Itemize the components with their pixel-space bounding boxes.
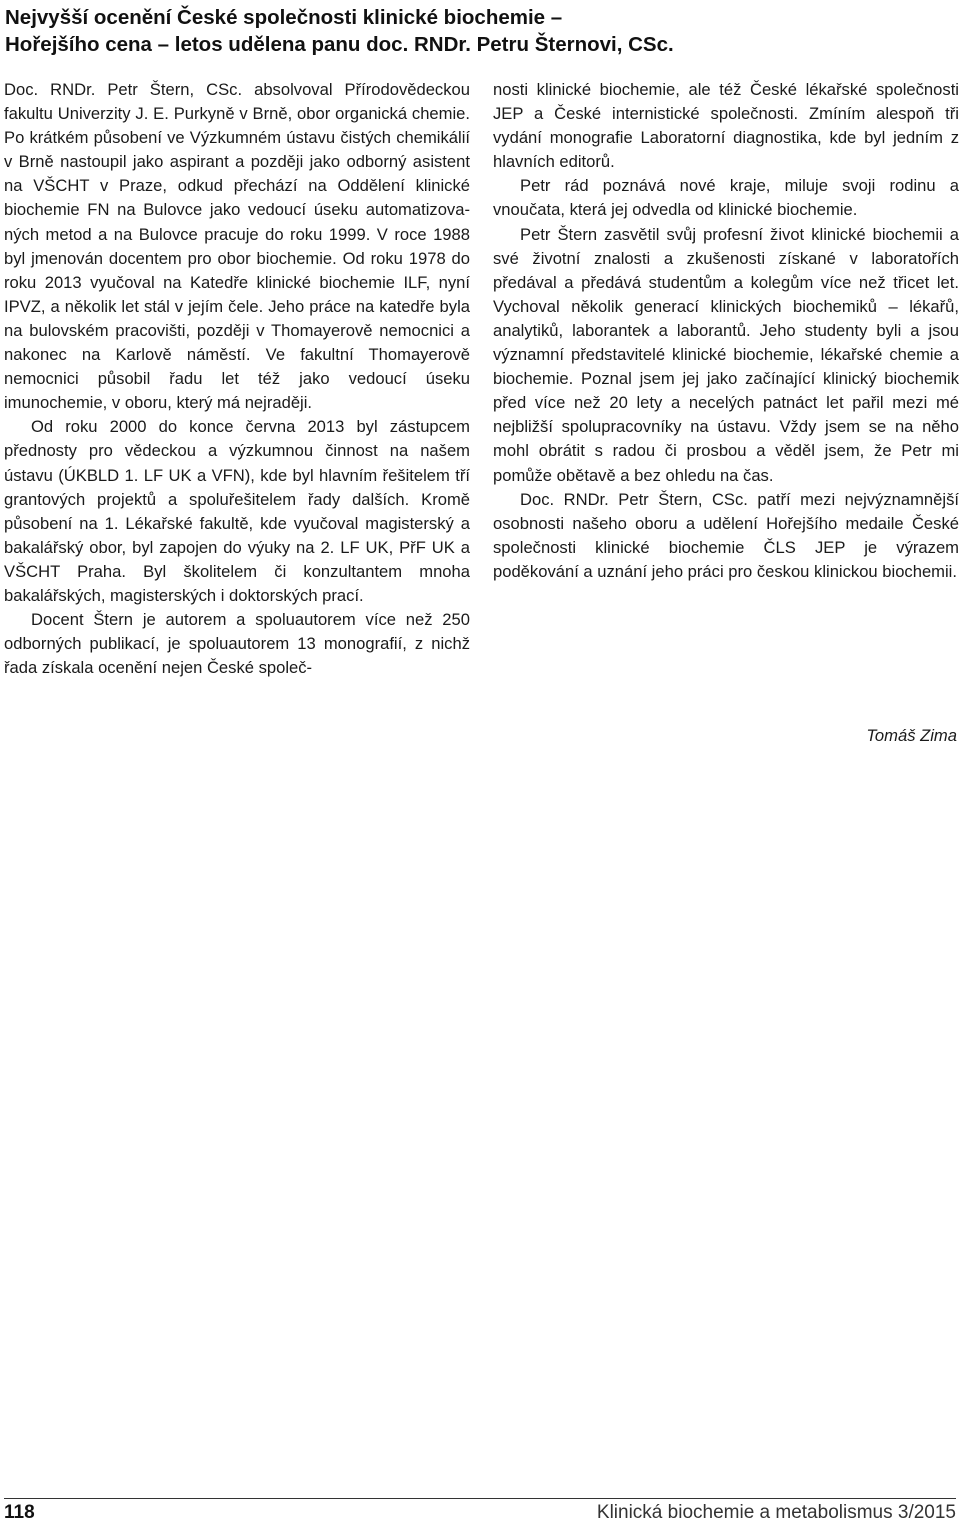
footer-divider — [4, 1498, 956, 1499]
paragraph-publications-continued: nosti klinické biochemie, ale též České lékařské společnosti JEP a České internistické společnosti. Zmíním alespoň tři vydání monografie Laboratorní diagnostika, kde byl jedním z hlavních editorů. — [493, 80, 959, 172]
paragraph-teaching: Petr Štern zasvětil svůj profesní život klinické biochemii a své životní znalosti a zkušenosti získané v laboratořích předával a předává studentům a kolegům více než třicet let. Vychoval několik generací klinických biochemiků – lékařů, analytiků, laborantek a laborantů. Jeho studenty byli a jsou významní představitelé klinické biochemie, lékařské chemie a biochemie. Poznal jsem jej jako začínající klinický biochemik před více než 20 lety a necelých patnáct let pařil mezi mé nejbližší spolupracovníky na ústavu. Vždy jsem se na něho mohl obrátit s radou či prosbou a věděl jsem, že Petr mi pomůže obětavě a bez ohledu na čas. — [493, 224, 959, 485]
paragraph-family: Petr rád poznává nové kraje, miluje svoji rodinu a vnoučata, která jej odvedla od klinické biochemie. — [493, 176, 959, 220]
page-number: 118 — [4, 1502, 35, 1523]
paragraph-award: Doc. RNDr. Petr Štern, CSc. patří mezi nejvýznamnější osobnosti našeho oboru a udělení Hořejšího medaile České společnosti klinické biochemie ČLS JEP je výrazem poděkování a uznání jeho práci pro českou klinickou biochemii. — [493, 489, 959, 581]
paragraph-publications: Docent Štern je autorem a spoluautorem více než 250 odborných publikací, je spoluautorem 13 monografií, z nichž řada získala ocenění nejen České společ- — [4, 610, 470, 678]
paragraph-career: Doc. RNDr. Petr Štern, CSc. absolvoval Přírodovědeckou fakultu Univerzity J. E. Purkyně v Brně, obor organická chemie. Po krátkém působení ve Výzkumném ústavu čistých chemikálií v Brně nastoupil jako aspirant a později jako odborný asistent na VŠCHT v Praze, odkud přechází na Oddělení klinické biochemie FN na Bulovce jako vedoucí úseku automatizovaných metod a na Bulovce pracuje do roku 1999. V roce 1988 byl jmenován docentem pro obor biochemie. Od roku 1978 do roku 2013 vyučoval na Katedře klinické biochemie ILF, nyní IPVZ, a několik let stál v jejím čele. Jeho práce na katedře byla na bulovském pracovišti, později v Thomayerově nemocnici a nakonec na Karlově náměstí. Ve fakultní Thomayerově nemocnici působil řadu let též jako vedoucí úseku imunochemie, v oboru, který má nejraději. — [4, 80, 470, 413]
article-title — [5, 4, 945, 58]
author-signature: Tomáš Zima — [866, 726, 957, 745]
left-column — [4, 78, 470, 680]
article-title-line-2: Hořejšího cena – letos udělena panu doc. RNDr. Petru Šternovi, CSc. — [5, 33, 674, 56]
article-title-line-1: Nejvyšší ocenění České společnosti klinické biochemie – — [5, 6, 563, 29]
paragraph-deputy-head: Od roku 2000 do konce června 2013 byl zástupcem přednosty pro vědeckou a výzkumnou činnost na našem ústavu (ÚKBLD 1. LF UK a VFN), kde byl hlavním řešitelem tří grantových projektů a spoluřešitelem řady dalších. Kromě působení na 1. Lékařské fakultě, kde vyučoval magisterský a bakalářský obor, byl zapojen do výuky na 2. LF UK, PřF UK a VŠCHT Praha. Byl školitelem či konzultantem mnoha bakalářských, magisterských i doktorských prací. — [4, 417, 470, 605]
journal-name: Klinická biochemie a metabolismus 3/2015 — [596, 1502, 956, 1523]
right-column — [493, 78, 959, 584]
